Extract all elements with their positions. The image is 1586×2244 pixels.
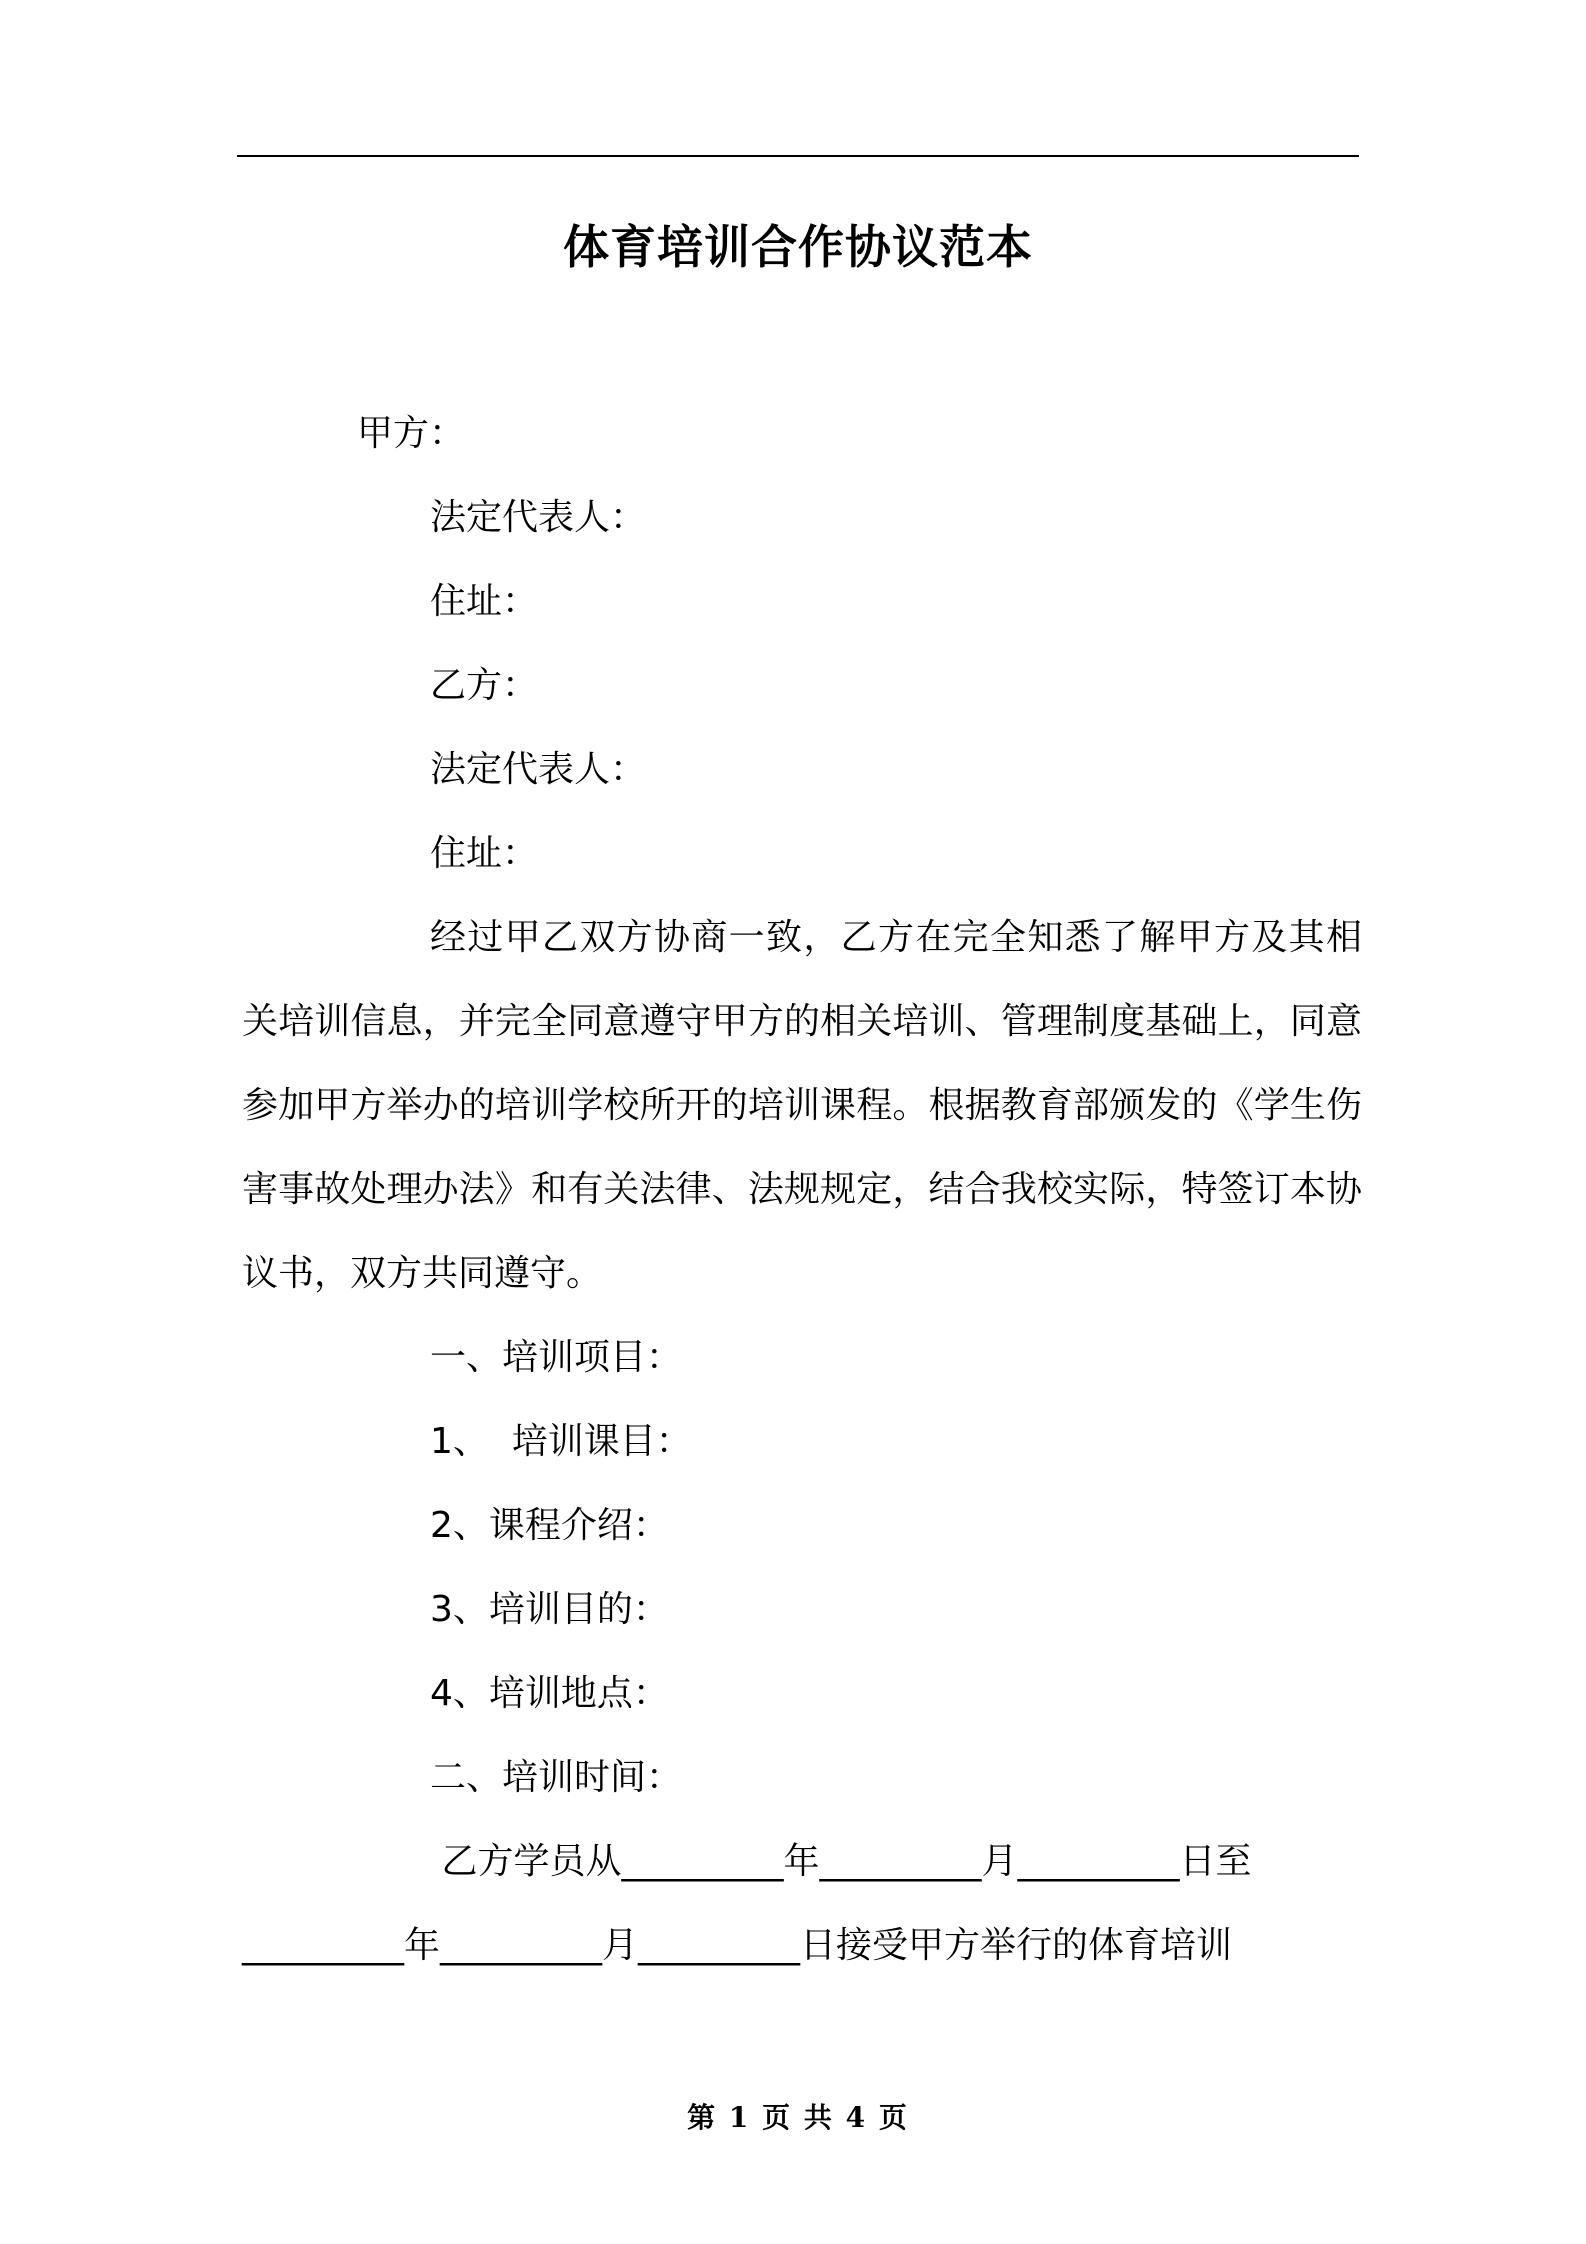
page-indicator: 第 1 页 共 4 页: [687, 2101, 909, 2134]
party-a-address: 住址：: [430, 581, 539, 622]
intro-paragraph: 经过甲乙双方协商一致，乙方在完全知悉了解甲方及其相关培训信息，并完全同意遵守甲方的相关培训、管理制度基础上，同意参加甲方举办的培训学校所开的培训课程。根据教育部颁发的《学生伤害事故处理办法》和有关法律、法规规定，结合我校实际，特签订本协议书，双方共同遵守。: [242, 917, 1362, 1294]
party-a-representative: 法定代表人：: [430, 497, 647, 538]
item-training-location: 4、培训地点：: [430, 1673, 669, 1714]
item-training-purpose: 3、培训目的：: [430, 1589, 669, 1630]
header-rule: [237, 155, 1359, 157]
party-b-label: 乙方：: [430, 665, 539, 706]
party-b-representative: 法定代表人：: [430, 749, 647, 790]
party-b-address: 住址：: [430, 833, 539, 874]
date-line-1: 乙方学员从_________年_________月_________日至: [430, 1841, 1252, 1882]
section-1-heading: 一、培训项目：: [430, 1337, 683, 1378]
section-2-heading: 二、培训时间：: [430, 1757, 683, 1798]
document-title: 体育培训合作协议范本: [563, 220, 1033, 274]
item-training-subject: 1、 培训课目：: [430, 1421, 692, 1462]
party-a-label: 甲方：: [357, 413, 466, 454]
item-course-introduction: 2、课程介绍：: [430, 1505, 669, 1546]
date-line-2: _________年_________月_________日接受甲方举行的体育培训: [242, 1925, 1233, 1966]
document-body: [242, 392, 1362, 1992]
